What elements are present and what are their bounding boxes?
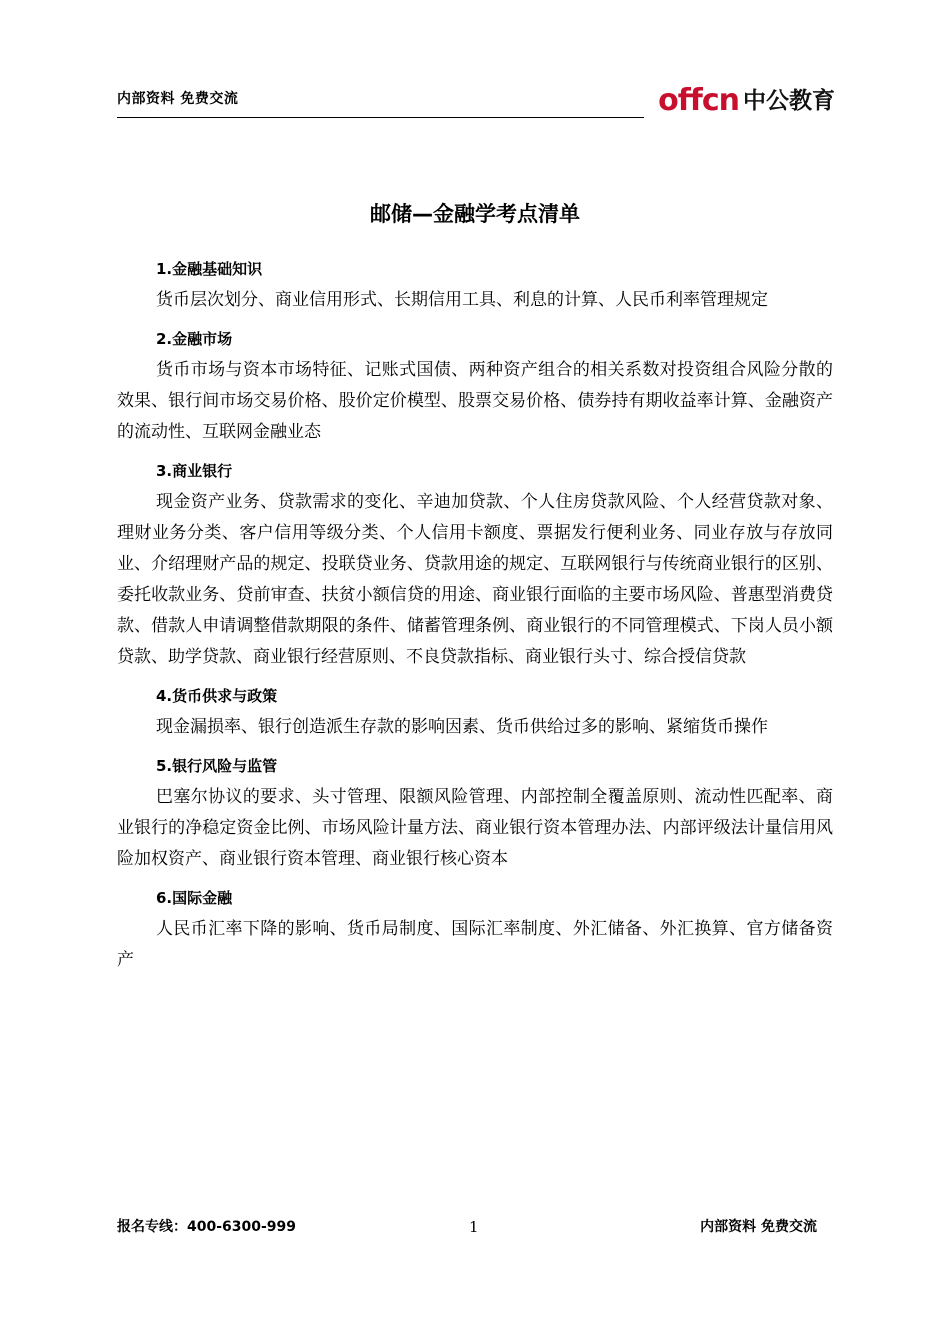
section-body: 现金资产业务、贷款需求的变化、辛迪加贷款、个人住房贷款风险、个人经营贷款对象、理财业务分类、客户信用等级分类、个人信用卡额度、票据发行便利业务、同业存放与存放同业、介绍理财产品的规定、投联贷业务、贷款用途的规定、互联网银行与传统商业银行的区别、委托收款业务、贷前审查、扶贫小额信贷的用途、商业银行面临的主要市场风险、普惠型消费贷款、借款人申请调整借款期限的条件、储蓄管理条例、商业银行的不同管理模式、下岗人员小额贷款、助学贷款、商业银行经营原则、不良贷款指标、商业银行头寸、综合授信贷款 — [117, 492, 833, 667]
header-rule — [117, 117, 644, 118]
section-commercial-banking — [117, 456, 833, 673]
document-content — [117, 254, 833, 984]
document-title: 邮储—金融学考点清单 — [370, 202, 580, 226]
page-number: 1 — [469, 1218, 479, 1236]
section-heading: 5.银行风险与监管 — [156, 757, 278, 775]
header-label: 内部资料 免费交流 — [117, 91, 239, 107]
section-body: 货币层次划分、商业信用形式、长期信用工具、利息的计算、人民币利率管理规定 — [156, 290, 768, 310]
section-bank-risk-supervision — [117, 751, 833, 875]
section-money-supply-policy — [117, 681, 833, 743]
section-financial-markets — [117, 324, 833, 448]
section-heading: 2.金融市场 — [156, 330, 233, 348]
section-heading: 3.商业银行 — [156, 462, 233, 480]
section-heading: 4.货币供求与政策 — [156, 687, 278, 705]
section-heading: 6.国际金融 — [156, 889, 233, 907]
logo-chinese-text: 中公教育 — [743, 88, 835, 114]
footer-label: 内部资料 免费交流 — [700, 1219, 817, 1235]
logo-latin-text: offcn — [658, 83, 739, 118]
section-financial-basics — [117, 254, 833, 316]
section-body: 现金漏损率、银行创造派生存款的影响因素、货币供给过多的影响、紧缩货币操作 — [156, 717, 768, 737]
registration-hotline: 报名专线：400-6300-999 — [117, 1219, 297, 1235]
section-body: 人民币汇率下降的影响、货币局制度、国际汇率制度、外汇储备、外汇换算、官方储备资产 — [117, 919, 833, 970]
section-body: 巴塞尔协议的要求、头寸管理、限额风险管理、内部控制全覆盖原则、流动性匹配率、商业银行的净稳定资金比例、市场风险计量方法、商业银行资本管理办法、内部评级法计量信用风险加权资产、商业银行资本管理、商业银行核心资本 — [117, 787, 833, 869]
section-international-finance — [117, 883, 833, 976]
offcn-logo — [658, 78, 835, 118]
page-footer — [117, 1216, 817, 1238]
page-header — [117, 78, 835, 120]
section-heading: 1.金融基础知识 — [156, 260, 263, 278]
section-body: 货币市场与资本市场特征、记账式国债、两种资产组合的相关系数对投资组合风险分散的效果、银行间市场交易价格、股价定价模型、股票交易价格、债券持有期收益率计算、金融资产的流动性、互联网金融业态 — [117, 360, 833, 442]
